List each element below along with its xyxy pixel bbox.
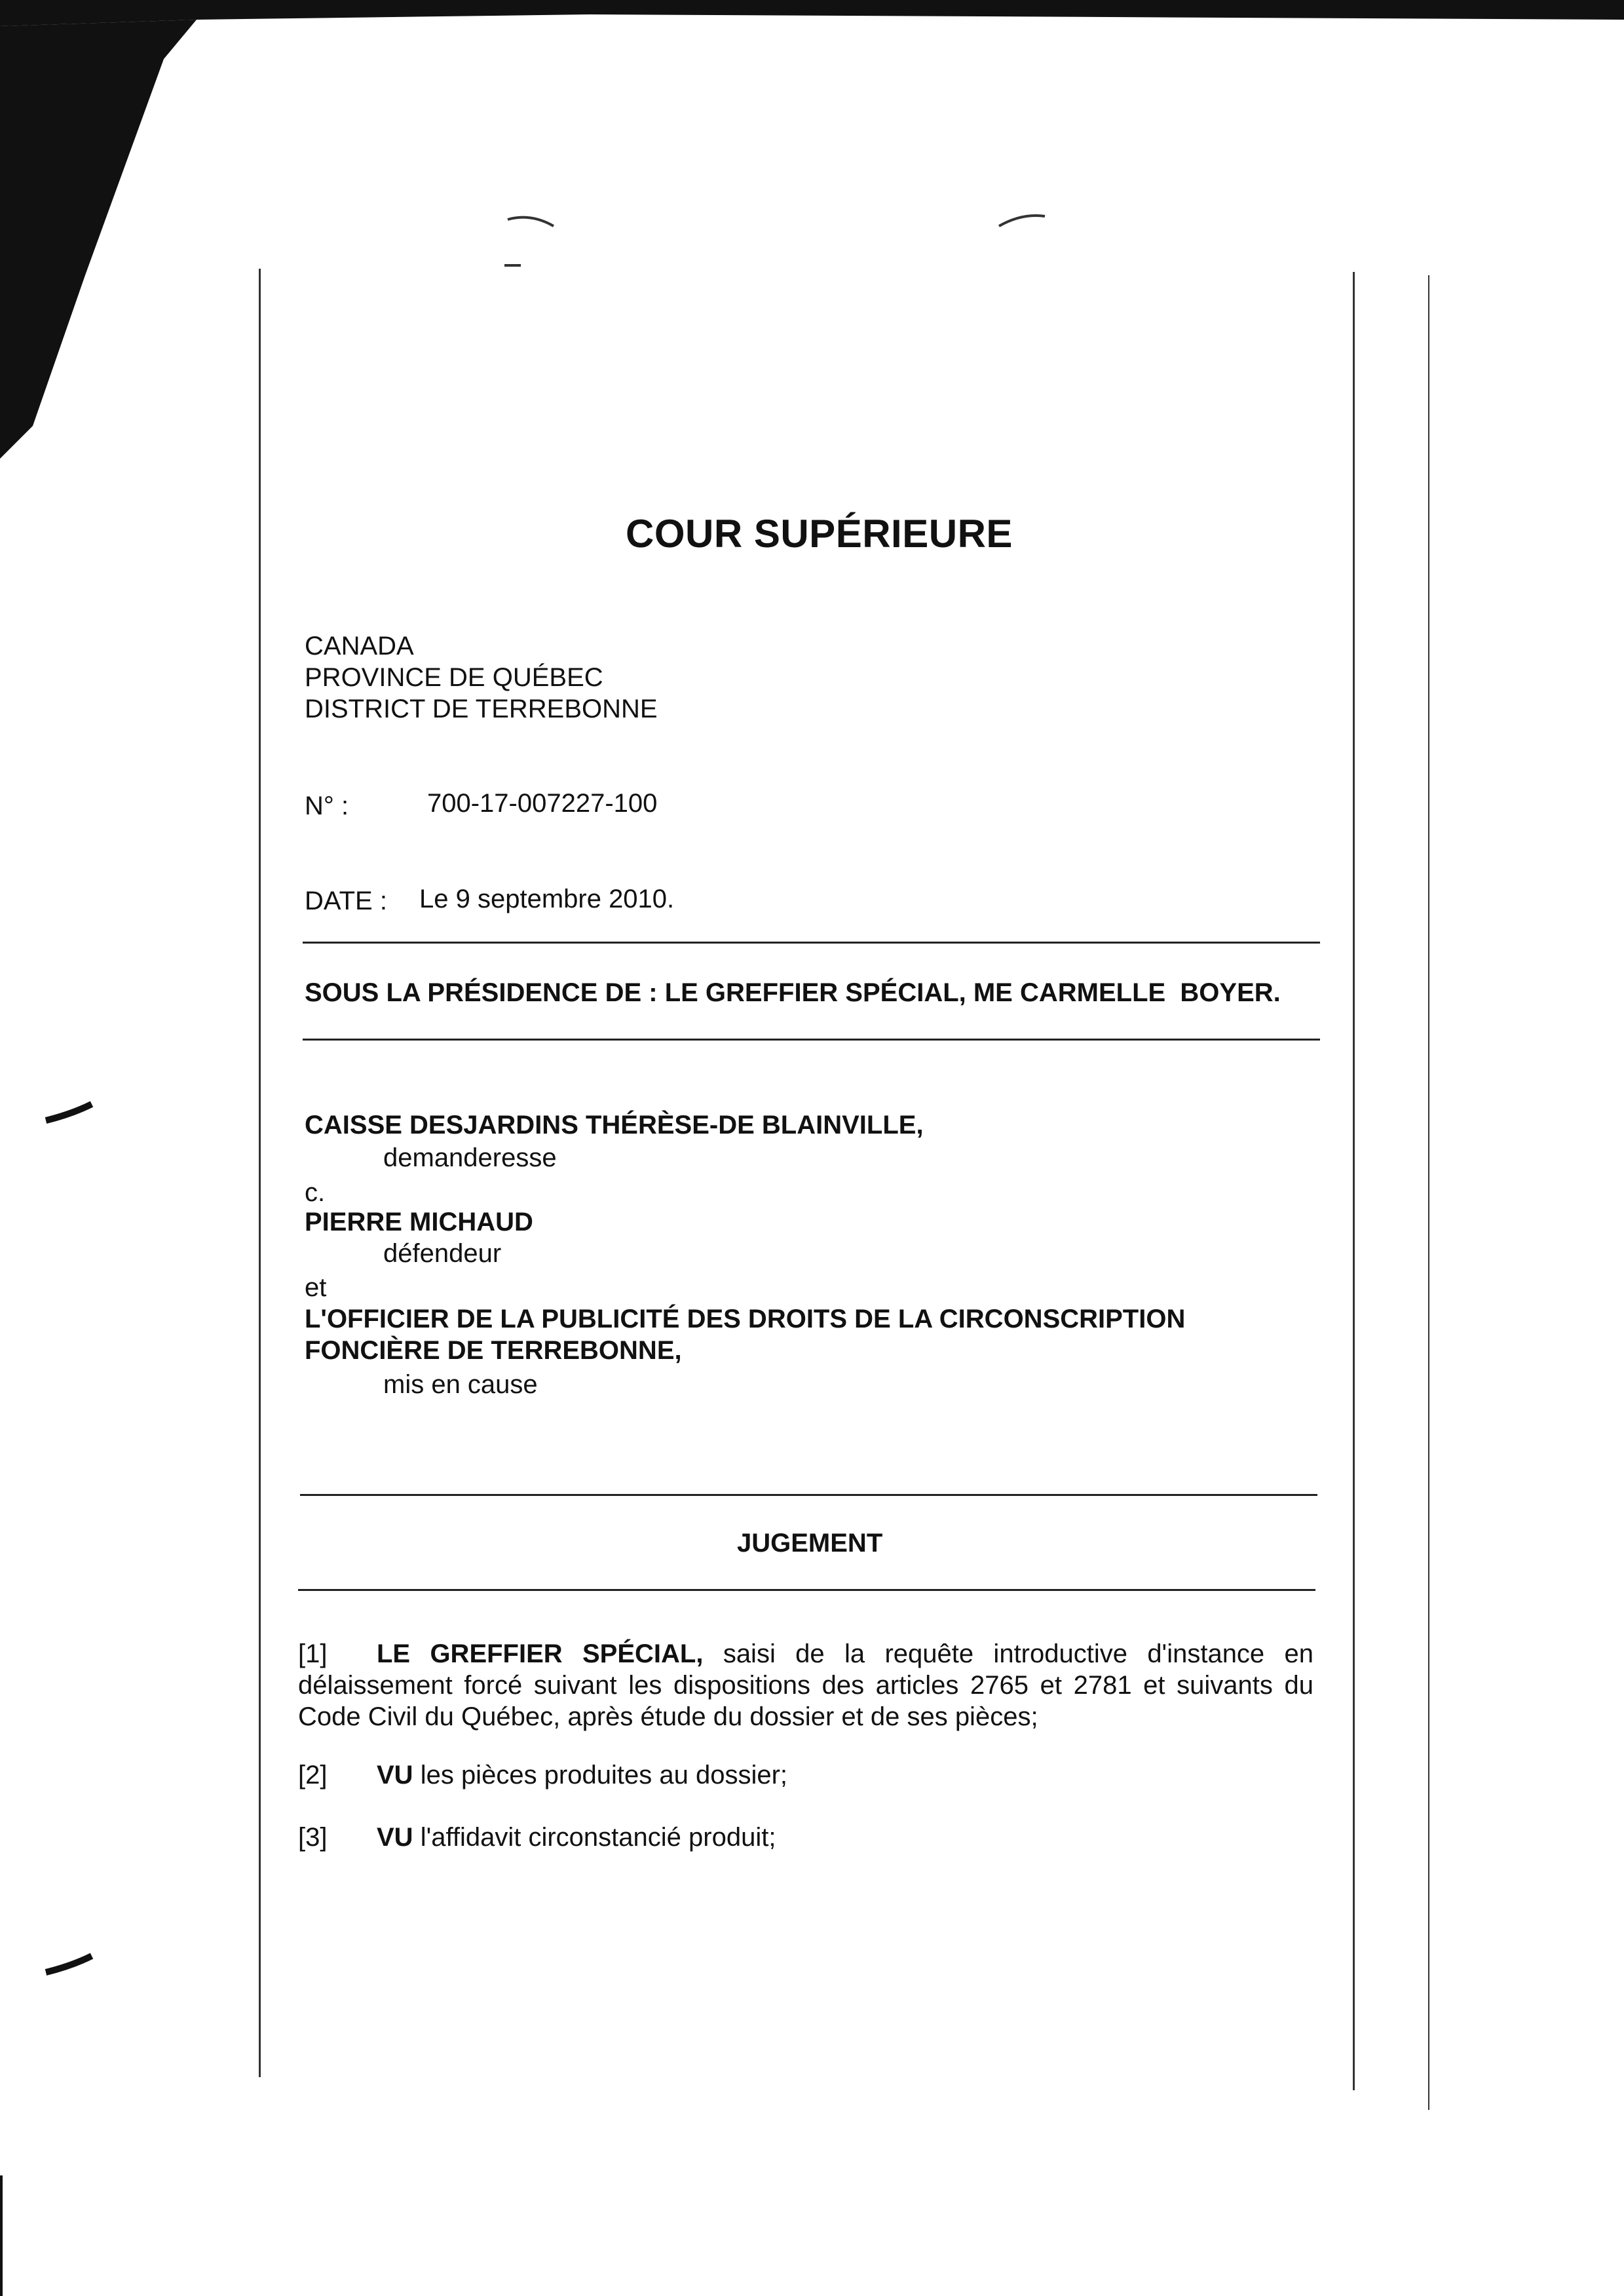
plaintiff-name: CAISSE DESJARDINS THÉRÈSE-DE BLAINVILLE,	[305, 1111, 924, 1139]
judgment-heading: JUGEMENT	[737, 1529, 883, 1558]
smudge-mark	[999, 216, 1045, 226]
and-conjunction: et	[305, 1273, 327, 1302]
hole-punch-mark	[46, 1956, 92, 1972]
court-title: COUR SUPÉRIEURE	[626, 512, 1013, 556]
left-margin-line	[259, 269, 261, 2077]
paragraph-text: les pièces produites au dossier;	[413, 1761, 788, 1789]
impleaded-name-line1: L'OFFICIER DE LA PUBLICITÉ DES DROITS DE LA CIRCONSCRIPTION	[305, 1305, 1186, 1333]
presidence-bottom-rule	[303, 1039, 1320, 1041]
file-number-label: N° :	[305, 792, 349, 820]
presidence-line: SOUS LA PRÉSIDENCE DE : LE GREFFIER SPÉCIAL, ME CARMELLE BOYER.	[305, 978, 1281, 1007]
paragraph-lead: LE GREFFIER SPÉCIAL,	[377, 1639, 704, 1668]
top-edge-shadow	[0, 0, 1624, 26]
defendant-role: défendeur	[383, 1239, 502, 1268]
hole-punch-mark	[46, 1104, 92, 1120]
paragraph-number: [3]	[298, 1823, 328, 1852]
judgment-top-rule	[300, 1494, 1317, 1496]
smudge-mark	[508, 218, 554, 226]
paragraph-2	[298, 1759, 1313, 1791]
paragraph-text: l'affidavit circonstancié produit;	[413, 1823, 776, 1852]
impleaded-name-line2: FONCIÈRE DE TERREBONNE,	[305, 1336, 682, 1365]
date-label: DATE :	[305, 887, 387, 915]
paragraph-text: saisi de la requête introductive d'instance en délaissement forcé suivant les dispositions des articles 2765 et 2781 et suivants du Code Civil du Québec, après étude du dossier et de ses pièces;	[298, 1639, 1314, 1731]
presidence-top-rule	[303, 942, 1320, 944]
versus: c.	[305, 1178, 326, 1207]
paragraph-number: [2]	[298, 1761, 328, 1789]
judgment-bottom-rule	[298, 1589, 1315, 1591]
right-margin-line	[1353, 272, 1355, 2090]
jurisdiction-province: PROVINCE DE QUÉBEC	[305, 663, 603, 692]
jurisdiction-district: DISTRICT DE TERREBONNE	[305, 695, 658, 723]
paragraph-3	[298, 1822, 1313, 1853]
impleaded-role: mis en cause	[383, 1370, 538, 1399]
plaintiff-role: demanderesse	[383, 1143, 557, 1172]
paragraph-1	[298, 1638, 1313, 1732]
file-number: 700-17-007227-100	[427, 789, 658, 818]
paragraph-lead: VU	[377, 1823, 413, 1852]
paragraph-number: [1]	[298, 1639, 328, 1668]
defendant-name: PIERRE MICHAUD	[305, 1208, 533, 1236]
date-value: Le 9 septembre 2010.	[419, 885, 675, 913]
jurisdiction-country: CANADA	[305, 632, 414, 660]
paragraph-lead: VU	[377, 1761, 413, 1789]
left-corner-shadow	[0, 20, 197, 459]
outer-right-line	[1428, 275, 1429, 2110]
